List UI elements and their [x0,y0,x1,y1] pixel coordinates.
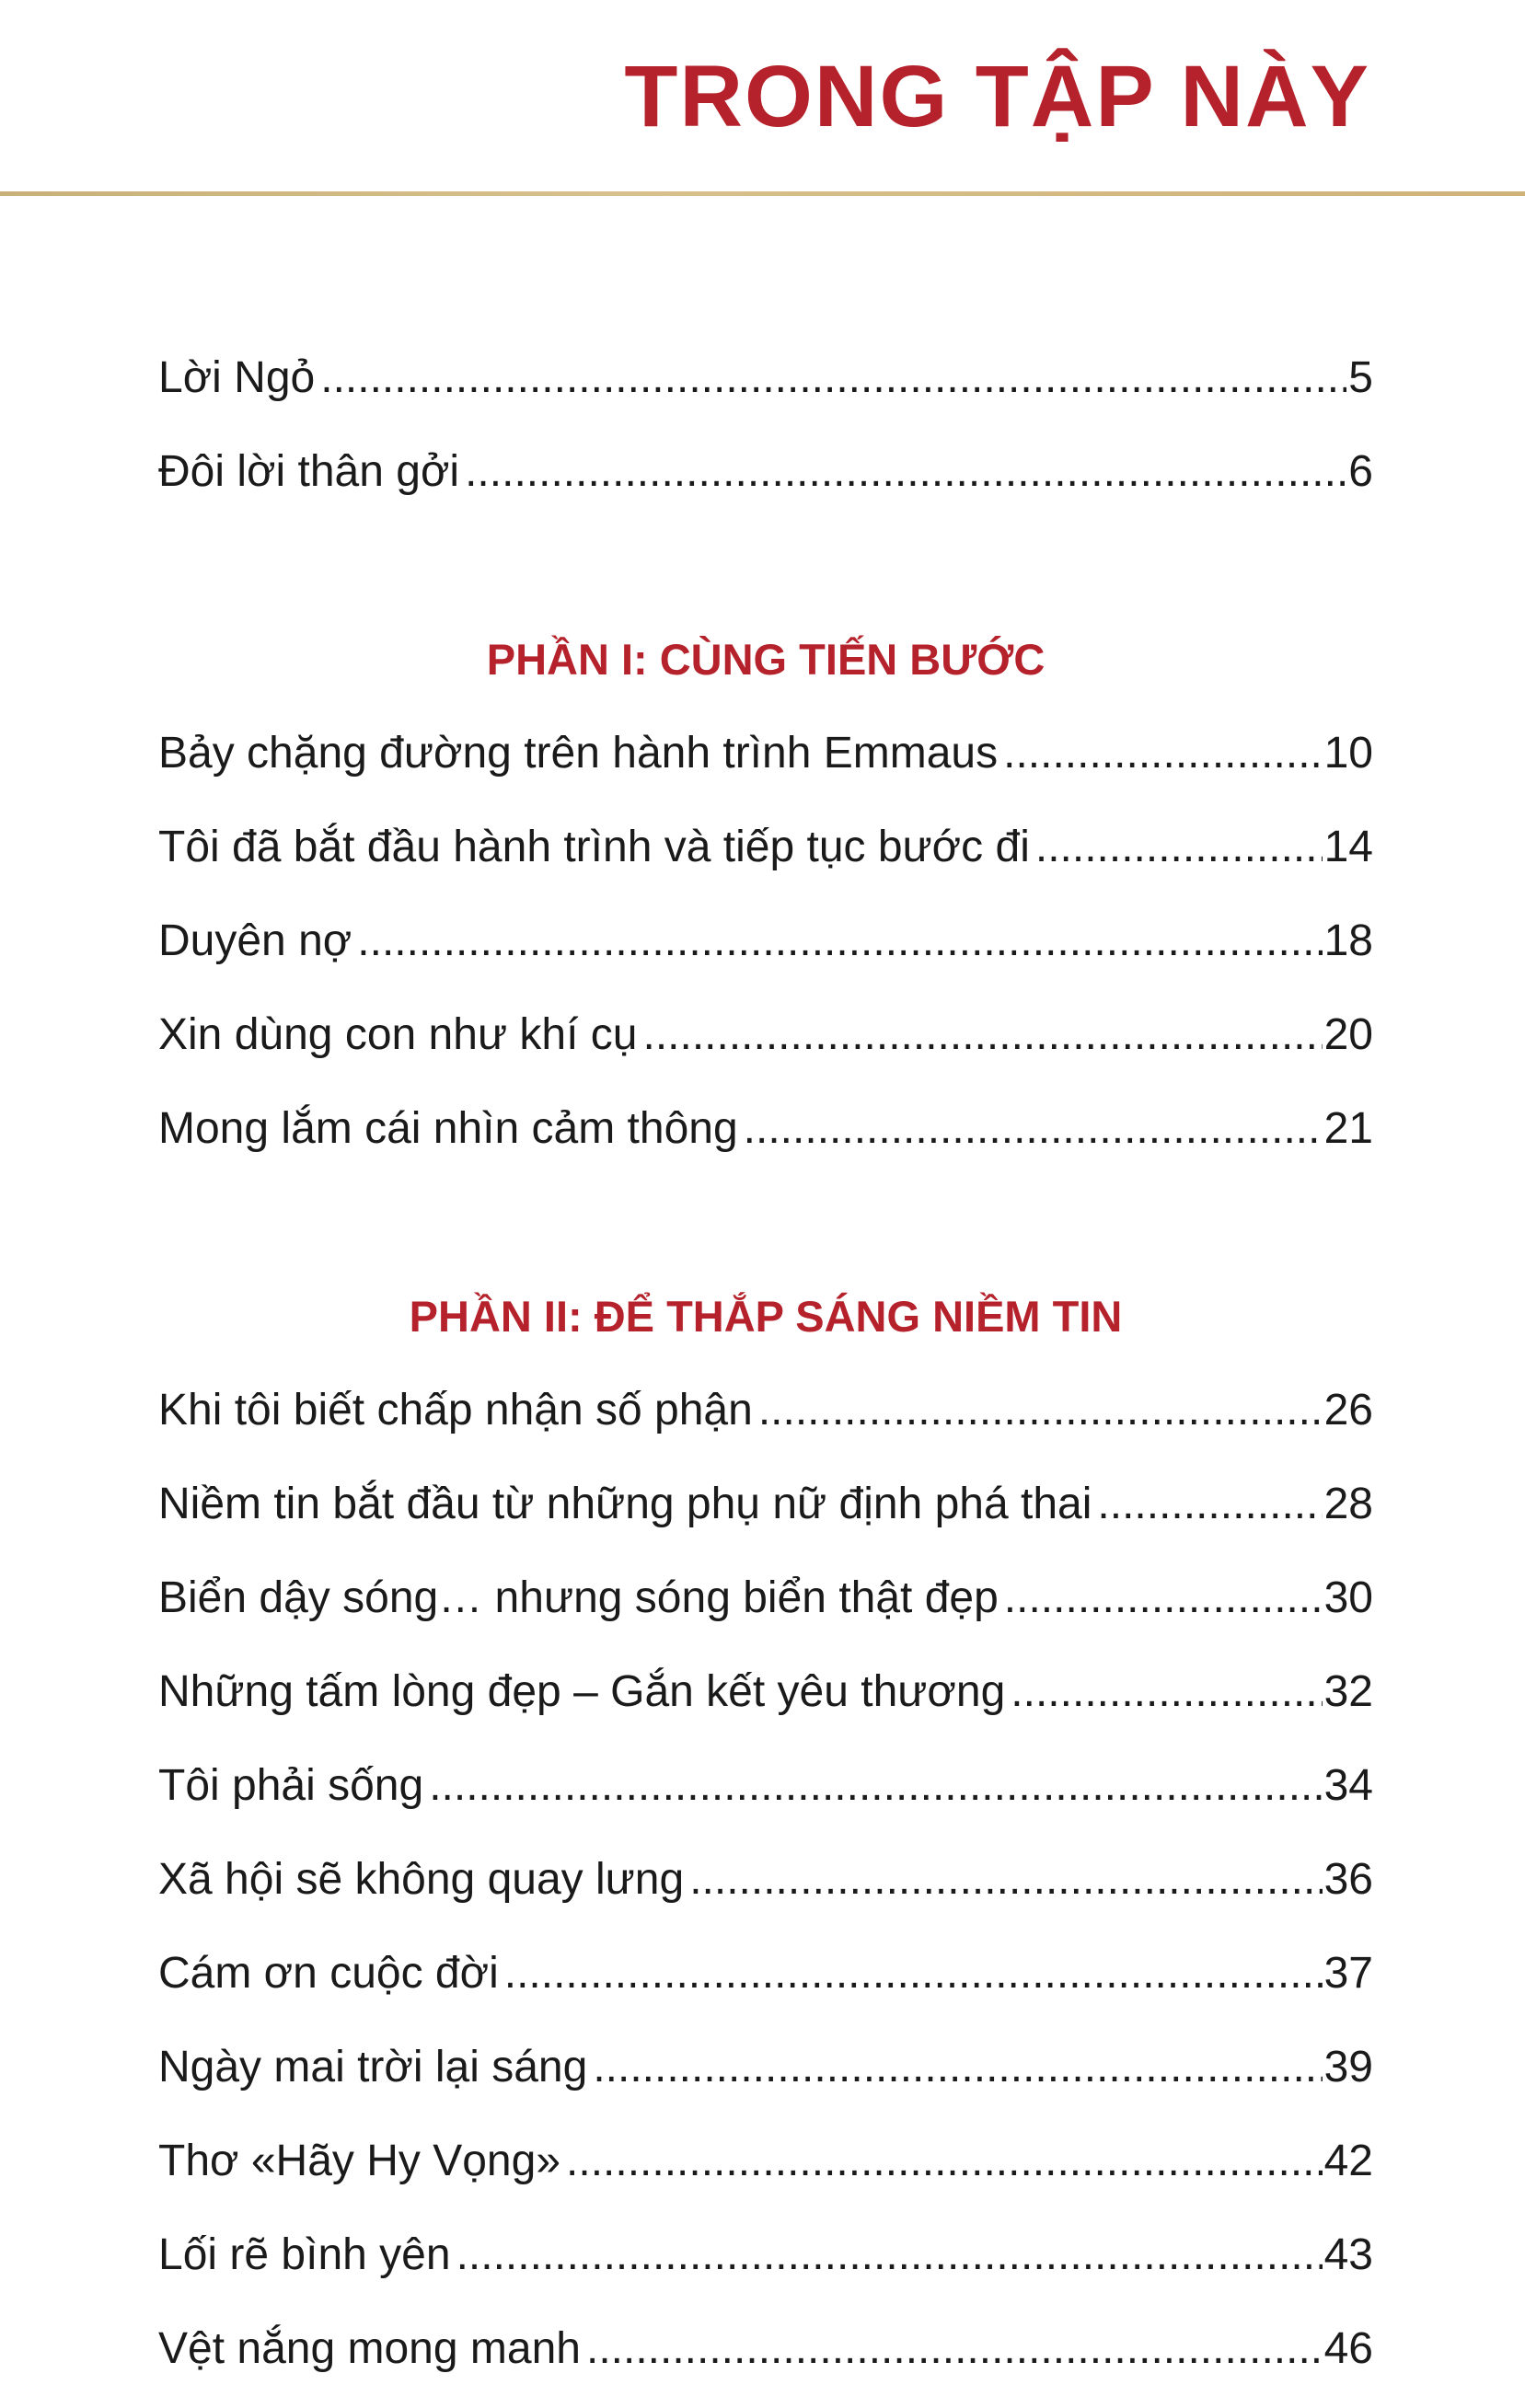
toc-entry[interactable] [158,2302,1373,2396]
toc-entry-title: Xin dùng con như khí cụ [158,1010,638,1059]
toc-dot-leader [429,1739,1322,1833]
toc-entry[interactable] [158,2114,1373,2208]
toc-page-number: 14 [1323,823,1373,871]
toc-entry-title: Ngày mai trời lại sáng [158,2043,588,2091]
page-title: TRONG TẬP NÀY [624,48,1370,145]
toc-dot-leader [758,1364,1323,1457]
toc-entry-title: Khi tôi biết chấp nhận số phận [158,1386,753,1434]
toc-dot-leader [357,894,1322,988]
toc-entry-title: Thơ «Hãy Hy Vọng» [158,2137,561,2185]
section-heading-part-2: PHẦN II: ĐỂ THẮP SÁNG NIỀM TIN [409,1292,1123,1341]
toc-page-number: 30 [1323,1573,1373,1622]
toc-entry[interactable] [158,1739,1373,1833]
section-heading-part-1: PHẦN I: CÙNG TIẾN BƯỚC [486,635,1046,684]
toc-dot-leader [320,331,1346,425]
toc-dot-leader [642,988,1322,1082]
toc-entry[interactable] [158,1927,1373,2021]
toc-entry-title: Mong lắm cái nhìn cảm thông [158,1104,738,1153]
toc-entry[interactable] [158,2208,1373,2302]
toc-entry[interactable] [158,707,1373,801]
toc-entry[interactable] [158,988,1373,1082]
toc-entry-title: Duyên nợ [158,916,352,965]
toc-entry-title: Lời Ngỏ [158,353,316,402]
toc-dot-leader [456,2208,1323,2302]
toc-dot-leader [586,2302,1323,2396]
toc-entry[interactable] [158,1645,1373,1739]
toc-dot-leader [1097,1457,1322,1551]
toc-page-number: 46 [1323,2324,1373,2373]
toc-entry-title: Những tấm lòng đẹp – Gắn kết yêu thương [158,1667,1006,1716]
section-spacer [158,519,1373,613]
toc-entry-title: Cám ơn cuộc đời [158,1949,499,1998]
toc-page-number: 42 [1323,2137,1373,2185]
toc-entry-title: Lối rẽ bình yên [158,2230,451,2279]
toc-entry-title: Bảy chặng đường trên hành trình Emmaus [158,729,999,778]
toc-page-number: 21 [1323,1104,1373,1153]
toc-page-number: 20 [1323,1010,1373,1059]
toc-page-number: 39 [1323,2043,1373,2091]
toc-entry[interactable] [158,1364,1373,1457]
toc-entry-title: Xã hội sẽ không quay lưng [158,1855,685,1904]
toc-dot-leader [1003,707,1322,801]
toc-entry-title: Niềm tin bắt đầu từ những phụ nữ định phá thai [158,1480,1092,1528]
toc-page-number: 28 [1323,1480,1373,1528]
toc-dot-leader [465,425,1346,519]
toc-entry-title: Tôi đã bắt đầu hành trình và tiếp tục bước đi [158,823,1030,871]
toc-entry-loi-ngo[interactable] [158,331,1373,425]
toc-entry[interactable] [158,1082,1373,1176]
toc-entry-title: Biển dậy sóng… nhưng sóng biển thật đẹp [158,1573,999,1622]
section-spacer [158,1176,1373,1270]
toc-entry-title: Đôi lời thân gởi [158,447,460,496]
toc-dot-leader [504,1927,1323,2021]
toc-entry-doi-loi-than-goi[interactable] [158,425,1373,519]
toc-entry[interactable] [158,2021,1373,2114]
toc-dot-leader [689,1833,1322,1927]
table-of-contents [158,331,1373,2396]
toc-page-number: 6 [1348,447,1373,496]
toc-entry[interactable] [158,1833,1373,1927]
toc-dot-leader [1011,1645,1322,1739]
toc-page-number: 34 [1323,1761,1373,1810]
toc-page-number: 32 [1323,1667,1373,1716]
toc-page-number: 43 [1323,2230,1373,2279]
toc-dot-leader [593,2021,1322,2114]
toc-entry[interactable] [158,894,1373,988]
toc-entry-title: Tôi phải sống [158,1761,424,1810]
toc-entry[interactable] [158,801,1373,894]
toc-page-number: 36 [1323,1855,1373,1904]
toc-dot-leader [744,1082,1323,1176]
toc-page-number: 10 [1323,729,1373,778]
toc-entry-title: Vệt nắng mong manh [158,2324,581,2373]
toc-page-number: 5 [1348,353,1373,402]
toc-page-number: 26 [1323,1386,1373,1434]
toc-dot-leader [1004,1551,1323,1645]
toc-page-number: 18 [1323,916,1373,965]
toc-entry[interactable] [158,1457,1373,1551]
page-header [0,0,1525,193]
toc-page-number: 37 [1323,1949,1373,1998]
toc-dot-leader [566,2114,1323,2208]
toc-entry[interactable] [158,1551,1373,1645]
toc-dot-leader [1035,801,1323,894]
header-divider [0,191,1525,196]
